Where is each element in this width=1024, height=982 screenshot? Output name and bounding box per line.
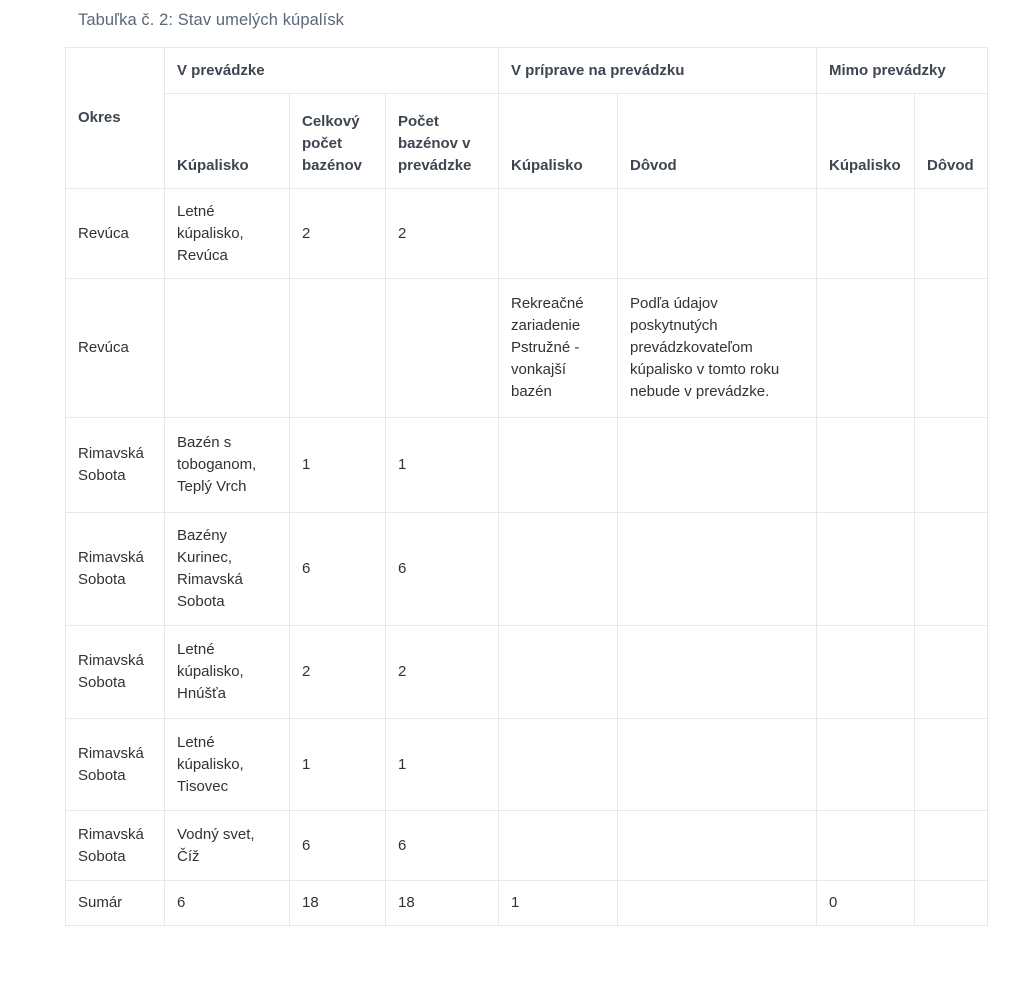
table-cell: Revúca [66, 279, 165, 418]
table-cell [915, 811, 988, 881]
table-cell [915, 719, 988, 811]
table-row [66, 719, 988, 811]
table-cell: Podľa údajov poskytnutých prevádzkovateľom kúpalisko v tomto roku nebude v prevádzke. [618, 279, 817, 418]
table-cell [817, 418, 915, 513]
table-row [66, 189, 988, 279]
column-group-header: Mimo prevádzky [817, 48, 988, 94]
table-cell: Revúca [66, 189, 165, 279]
table-cell: Letné kúpalisko, Hnúšťa [165, 626, 290, 719]
table-cell: Letné kúpalisko, Tisovec [165, 719, 290, 811]
column-header: Počet bazénov v prevádzke [386, 94, 499, 189]
table-cell [817, 719, 915, 811]
table-row [66, 418, 988, 513]
column-group-header: V príprave na prevádzku [499, 48, 817, 94]
table-cell: 1 [386, 719, 499, 811]
summary-row [66, 881, 988, 926]
table-cell [290, 279, 386, 418]
column-header: Dôvod [618, 94, 817, 189]
table-cell [499, 513, 618, 626]
header-sub-row [66, 94, 988, 189]
column-header: Kúpalisko [499, 94, 618, 189]
table-cell [165, 279, 290, 418]
table-cell: Rimavská Sobota [66, 719, 165, 811]
table-cell [817, 626, 915, 719]
table-cell: 2 [386, 626, 499, 719]
table-cell [915, 881, 988, 926]
column-group-header: V prevádzke [165, 48, 499, 94]
table-cell: 6 [165, 881, 290, 926]
column-header: Celkový počet bazénov [290, 94, 386, 189]
table-cell: 2 [290, 189, 386, 279]
table-cell: 1 [499, 881, 618, 926]
table-cell [618, 881, 817, 926]
table-cell: 18 [386, 881, 499, 926]
table-row [66, 279, 988, 418]
table-cell [817, 811, 915, 881]
column-header-okres: Okres [66, 48, 165, 189]
table-cell: 6 [386, 811, 499, 881]
table-cell: Bazén s toboganom, Teplý Vrch [165, 418, 290, 513]
table-cell [915, 189, 988, 279]
header-group-row [66, 48, 988, 94]
table-cell: Bazény Kurinec, Rimavská Sobota [165, 513, 290, 626]
column-header: Dôvod [915, 94, 988, 189]
table-cell [915, 513, 988, 626]
table-title: Tabuľka č. 2: Stav umelých kúpalísk [78, 11, 345, 29]
column-header: Kúpalisko [817, 94, 915, 189]
table-cell [915, 418, 988, 513]
table-cell [817, 513, 915, 626]
table-cell [618, 513, 817, 626]
table-cell: Rimavská Sobota [66, 418, 165, 513]
table-cell: 1 [386, 418, 499, 513]
table-cell [499, 811, 618, 881]
column-header: Kúpalisko [165, 94, 290, 189]
table-cell: 1 [290, 418, 386, 513]
table-row [66, 811, 988, 881]
table-cell: Rimavská Sobota [66, 513, 165, 626]
table-cell [618, 418, 817, 513]
table-cell [618, 719, 817, 811]
table-head [66, 48, 988, 189]
table-cell [817, 189, 915, 279]
table-cell [499, 626, 618, 719]
table-cell: 6 [290, 811, 386, 881]
table-cell: 6 [386, 513, 499, 626]
table-cell: 1 [290, 719, 386, 811]
table-cell: 2 [290, 626, 386, 719]
table-cell [915, 626, 988, 719]
table-cell [618, 811, 817, 881]
table-cell: Rimavská Sobota [66, 811, 165, 881]
table-cell: 2 [386, 189, 499, 279]
table-cell: 18 [290, 881, 386, 926]
table-cell [499, 719, 618, 811]
table-cell [499, 418, 618, 513]
table-cell [618, 189, 817, 279]
table-cell [618, 626, 817, 719]
table-cell: 0 [817, 881, 915, 926]
table-cell: Rekreačné zariadenie Pstružné - vonkajší bazén [499, 279, 618, 418]
table-cell [915, 279, 988, 418]
table-cell: Letné kúpalisko, Revúca [165, 189, 290, 279]
pools-status-table [65, 47, 988, 926]
table-cell [817, 279, 915, 418]
table-row [66, 626, 988, 719]
table-cell: Vodný svet, Číž [165, 811, 290, 881]
table-row [66, 513, 988, 626]
table-body [66, 189, 988, 926]
table-cell [499, 189, 618, 279]
table-cell: Rimavská Sobota [66, 626, 165, 719]
table-cell: Sumár [66, 881, 165, 926]
table-cell [386, 279, 499, 418]
table-cell: 6 [290, 513, 386, 626]
